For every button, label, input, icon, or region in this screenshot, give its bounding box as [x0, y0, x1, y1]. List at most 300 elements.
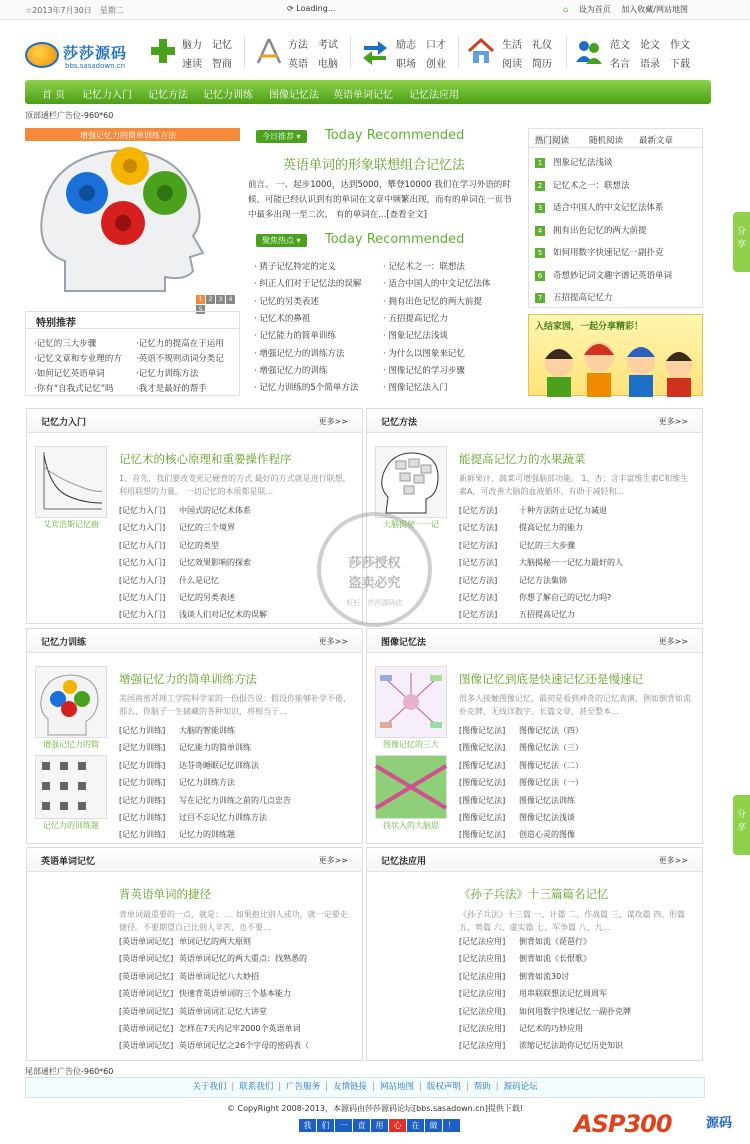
- category-link[interactable]: 礼仪: [532, 40, 552, 51]
- rank-number: 2: [535, 181, 545, 191]
- special-title: 特别推荐: [36, 318, 76, 329]
- home-icon: ⌂: [563, 5, 571, 14]
- category-link[interactable]: 名言: [610, 59, 630, 70]
- slogan-char: 在: [407, 1119, 424, 1132]
- hot-item[interactable]: · 记忆术之一：联想法: [383, 262, 465, 272]
- footer-link[interactable]: 版权声明: [426, 1082, 461, 1092]
- category-link[interactable]: 简历: [532, 59, 552, 70]
- list-item[interactable]: [119, 742, 251, 753]
- article-summary: 《孙子兵法》十三篇 一、计篇 二、作战篇 三、谋攻篇 四、形篇 五、势篇 六、虚实篇 七、军争篇 八、九...: [459, 910, 686, 932]
- rank-item[interactable]: 1 图象记忆法浅谈: [535, 156, 700, 168]
- list-item[interactable]: [119, 1006, 267, 1017]
- category-link[interactable]: 语录: [640, 59, 660, 70]
- article-summary: 很多人接触图像记忆，最初是看到神奇的记忆表演，例如倒背如流扑克牌、无线详数字、长篇文章，甚至整本...: [459, 694, 691, 716]
- item-title: 图像记忆法训练: [519, 795, 575, 805]
- nav-item-home[interactable]: 首 页: [42, 90, 66, 101]
- box-header: [367, 848, 702, 872]
- list-item[interactable]: [119, 1023, 300, 1034]
- rank-item[interactable]: 2 记忆术之一：联想法: [535, 179, 700, 191]
- list-item[interactable]: [459, 505, 607, 516]
- list-item[interactable]: [119, 522, 235, 533]
- box-title: 图像记忆法: [381, 638, 427, 648]
- footer-link[interactable]: 网站地图: [379, 1082, 414, 1092]
- item-title: 英语单词记忆八大妙招: [179, 971, 259, 981]
- read-more-link[interactable]: [查看全文]: [386, 210, 427, 220]
- box-header: [27, 409, 362, 433]
- article-headline[interactable]: 记忆术的核心原理和重要操作程序: [119, 452, 292, 466]
- item-title: 用串联联想法记忆周周军: [519, 989, 607, 999]
- nav-item-memory-method[interactable]: 记忆方法: [148, 90, 188, 101]
- list-item[interactable]: [119, 1040, 309, 1051]
- thumbnail-caption[interactable]: 艾宾浩斯记忆曲: [43, 520, 99, 529]
- item-title: 记忆的三大步骤: [519, 540, 575, 550]
- hot-item[interactable]: · 记忆术的鼻祖: [254, 313, 311, 324]
- item-category-prefix: [记忆力训练]: [119, 726, 166, 735]
- article-thumbnail[interactable]: [375, 755, 447, 819]
- list-item[interactable]: [119, 829, 235, 840]
- item-category-prefix: [记忆力训练]: [119, 830, 166, 840]
- item-category-prefix: [英语单词记忆]: [119, 1024, 174, 1033]
- rank-item[interactable]: 4 拥有出色记忆的两大前提: [535, 224, 700, 236]
- item-category-prefix: [记忆方法]: [459, 575, 498, 585]
- article-headline[interactable]: 背英语单词的捷径: [119, 887, 211, 901]
- item-title: 倒背如流《琵琶行》: [519, 937, 591, 946]
- chevron-down-icon: ▾: [296, 132, 301, 141]
- list-item[interactable]: [459, 592, 611, 603]
- exchange-arrows-icon: [360, 36, 390, 66]
- category-link[interactable]: 考试: [318, 40, 338, 51]
- item-title: 记忆方法集锦: [519, 575, 567, 585]
- hot-item[interactable]: · 记忆的另类表述: [254, 296, 319, 307]
- category-link[interactable]: 阅读: [502, 59, 522, 70]
- footer-link[interactable]: 广告服务: [286, 1082, 321, 1092]
- ruler-compass-icon: [254, 36, 284, 66]
- list-item[interactable]: [119, 936, 251, 947]
- item-category-prefix: [图像记忆法]: [459, 813, 506, 822]
- item-title: 达芬奇睡眠记忆训练法: [179, 760, 259, 770]
- item-title: 图像记忆法（四）: [519, 726, 583, 735]
- item-title: 怎样在7天内记牢2000个英语单词: [179, 1024, 301, 1033]
- category-link[interactable]: 记忆: [212, 40, 232, 51]
- divider: |: [278, 1082, 282, 1092]
- category-box: [26, 847, 363, 1061]
- top-bar: [0, 0, 750, 20]
- item-title: 过目不忘记忆力训练方法: [179, 813, 267, 822]
- article-summary: 1、首先，我们要改变死记硬背的方式 最好的方式就是进行联想，利用联想的力量。 一切记忆的本质都是联...: [119, 474, 351, 496]
- list-item[interactable]: [459, 1006, 631, 1017]
- box-header: [367, 409, 702, 433]
- item-category-prefix: [记忆法应用]: [459, 971, 506, 981]
- footer-link[interactable]: 友情链接: [333, 1082, 368, 1092]
- category-link[interactable]: 智商: [212, 59, 232, 70]
- category-link[interactable]: 速读: [182, 59, 202, 70]
- tab-latest-articles[interactable]: 最新文章: [639, 136, 674, 146]
- list-item[interactable]: [459, 777, 583, 788]
- tab-hot-reading[interactable]: 热门阅读: [535, 136, 570, 146]
- list-item[interactable]: ·英语不规则动词分类记: [136, 354, 224, 364]
- item-category-prefix: [英语单词记忆]: [119, 1041, 174, 1051]
- category-link[interactable]: 创业: [426, 59, 446, 70]
- rank-item[interactable]: 6 奇想妙记词文趣字谱记英语单词: [535, 269, 700, 281]
- list-item[interactable]: ·你有“自我式记忆”吗: [34, 384, 114, 394]
- site-logo[interactable]: [25, 36, 135, 76]
- hot-item[interactable]: · 增强记忆力的训练方法: [254, 348, 345, 359]
- list-item[interactable]: [119, 953, 307, 964]
- slider-dot[interactable]: 4: [226, 295, 235, 304]
- article-headline[interactable]: 增强记忆力的简单训练方法: [119, 672, 257, 686]
- article-thumbnail[interactable]: [35, 446, 107, 518]
- list-item[interactable]: [119, 971, 259, 982]
- hot-item[interactable]: · 适合中国人的中文记忆法体: [383, 279, 491, 290]
- hot-item[interactable]: · 记忆力训练的5个简单方法: [254, 383, 359, 394]
- list-item[interactable]: [459, 575, 567, 586]
- item-category-prefix: [记忆方法]: [459, 523, 498, 533]
- footer-slogan-buttons: [299, 1119, 461, 1132]
- item-title: 记忆能力的简单训练: [179, 743, 251, 753]
- house-icon: [466, 36, 496, 66]
- item-title: 什么是记忆: [179, 575, 219, 585]
- item-category-prefix: [记忆力训练]: [119, 743, 166, 753]
- date-text: ☆2013年7月30日 星期二: [25, 6, 124, 15]
- nav-item-memory-application[interactable]: 记忆法应用: [409, 90, 459, 101]
- slogan-char: 我: [299, 1119, 316, 1132]
- nav-item-english-words[interactable]: 英语单词记忆: [333, 90, 393, 101]
- item-category-prefix: [记忆力入门]: [119, 523, 166, 533]
- article-summary: 新鲜果汁、蔬菜可增强脑部功能。 1、杏：含丰富维生素C和维生素A，可改善大脑的血液循环，有助于减轻和...: [459, 474, 689, 496]
- nav-item-memory-training[interactable]: 记忆力训练: [203, 90, 253, 101]
- item-title: 记忆力训练方法: [179, 778, 235, 788]
- item-category-prefix: [英语单词记忆]: [119, 1006, 174, 1016]
- article-summary: 背单词最重要的一点，就是： ... 如果抱比别人成功，就一定要走捷径。不要期望自己比别人辛苦，也不要...: [119, 910, 348, 932]
- category-link[interactable]: 论文: [640, 40, 660, 51]
- more-link[interactable]: 更多>>: [318, 856, 348, 865]
- rank-item[interactable]: 5 如何用数字快速记忆一副扑克: [535, 246, 700, 258]
- box-header: [27, 848, 362, 872]
- list-item[interactable]: [119, 592, 235, 603]
- box-header: [367, 629, 702, 653]
- thumbnail-caption[interactable]: 找状入的大脑思: [383, 821, 439, 830]
- users-icon: [574, 36, 604, 66]
- divider: |: [325, 1082, 329, 1092]
- box-title: 记忆力入门: [41, 418, 87, 428]
- item-category-prefix: [图像记忆法]: [459, 778, 506, 788]
- category-link[interactable]: 下载: [670, 59, 690, 70]
- rank-number: 4: [535, 226, 545, 236]
- item-title: 创造心灵的图像: [519, 830, 575, 840]
- item-category-prefix: [记忆方法]: [459, 506, 498, 515]
- watermark-suffix: 源码: [706, 1116, 733, 1131]
- thumbnail-caption[interactable]: 记忆力的训练题: [43, 821, 99, 830]
- category-link[interactable]: 脑力: [182, 40, 202, 51]
- hot-item[interactable]: · 五招提高记忆力: [383, 313, 448, 324]
- category-link[interactable]: 作文: [670, 40, 690, 51]
- today-label: Today Recommended: [325, 128, 465, 143]
- item-title: 英语单词记忆的两大重点：找熟悉的: [179, 954, 307, 964]
- article-headline[interactable]: 《孙子兵法》十三篇篇名记忆: [459, 887, 609, 901]
- item-category-prefix: [记忆方法]: [459, 540, 498, 550]
- item-category-prefix: [记忆法应用]: [459, 1024, 506, 1033]
- item-title: 英语单词记忆之26个字母的密码表（: [179, 1041, 310, 1051]
- item-title: 记忆效果影响的探索: [179, 558, 251, 568]
- hot-tag: 聚焦热点 ▾: [256, 234, 307, 247]
- top-ad-placeholder: 顶部通栏广告位-960*60: [25, 111, 114, 120]
- item-category-prefix: [图像记忆法]: [459, 795, 506, 805]
- slogan-char: 直: [353, 1119, 370, 1132]
- list-item[interactable]: [459, 812, 575, 823]
- item-category-prefix: [图像记忆法]: [459, 760, 506, 770]
- item-title: 中国式的记忆术体系: [179, 506, 251, 515]
- category-link[interactable]: 职场: [396, 59, 416, 70]
- hot-item[interactable]: · 纠正人们对于记忆法的误解: [254, 279, 362, 290]
- slider-dot[interactable]: 1: [196, 295, 205, 304]
- list-item[interactable]: [459, 988, 607, 999]
- list-item[interactable]: [119, 609, 267, 620]
- list-item[interactable]: ·记忆的三大步骤: [34, 339, 97, 349]
- rank-number: 1: [535, 158, 545, 168]
- article-thumbnail[interactable]: [35, 755, 107, 819]
- list-item[interactable]: [459, 609, 575, 620]
- item-title: 浓缩记忆法助你记忆历史知识: [519, 1041, 623, 1051]
- divider: |: [495, 1082, 499, 1092]
- item-category-prefix: [英语单词记忆]: [119, 954, 174, 964]
- today-summary: 前言。 一、起步1000，达到5000，攀登10000 我们在学习外语的时候，可能已经认识到有的单词在文章中频繁出现，而有的单词在一页书中最多出现一至二次， 有的单词在...[查看全文]: [248, 180, 512, 220]
- item-category-prefix: [记忆力训练]: [119, 760, 166, 770]
- loading-indicator: ⟳ Loading...: [287, 4, 336, 13]
- hot-item[interactable]: · 图像记忆法入门: [383, 383, 448, 394]
- item-category-prefix: [记忆法应用]: [459, 954, 506, 964]
- reading-tabs: [528, 128, 703, 308]
- list-item[interactable]: [119, 812, 267, 823]
- item-category-prefix: [记忆法应用]: [459, 1006, 506, 1016]
- list-item[interactable]: [459, 725, 583, 736]
- category-link[interactable]: 生活: [502, 40, 522, 51]
- today-tag: 今日推荐 ▾: [256, 130, 307, 143]
- divider: [244, 36, 245, 68]
- footer-link[interactable]: 关于我们: [192, 1082, 227, 1092]
- list-item[interactable]: ·记忆文章和专业理的方: [34, 354, 122, 364]
- item-title: 大脑揭秘一一记忆力最好的人: [519, 558, 623, 568]
- rank-number: 6: [535, 271, 545, 281]
- list-item[interactable]: [459, 1023, 583, 1034]
- loading-icon: ⟳: [287, 4, 297, 13]
- slider-caption[interactable]: 增强记忆力的简单训练方法: [25, 128, 240, 141]
- list-item[interactable]: [459, 742, 583, 753]
- divider: [566, 36, 567, 68]
- chevron-down-icon: ▾: [296, 236, 301, 245]
- item-category-prefix: [记忆力入门]: [119, 610, 166, 620]
- slider-dot[interactable]: 5: [196, 305, 205, 314]
- hot-item[interactable]: · 图象记忆法浅谈: [383, 331, 448, 342]
- hot-item[interactable]: · 记忆能力的简单训练: [254, 331, 336, 342]
- item-title: 图像记忆法浅谈: [519, 813, 575, 822]
- item-category-prefix: [记忆力训练]: [119, 778, 166, 788]
- item-title: 快速背英语单词的三个基本能力: [179, 989, 291, 999]
- nav-item-image-memory[interactable]: 图像记忆法: [269, 90, 319, 101]
- slider-dot[interactable]: 3: [216, 295, 225, 304]
- item-title: 十种方法防止记忆力减退: [519, 506, 607, 515]
- item-category-prefix: [记忆力训练]: [119, 795, 166, 805]
- item-title: 如何用数字快速记忆一副扑克牌: [519, 1006, 631, 1016]
- head-gears-image: [25, 141, 240, 294]
- list-item[interactable]: [459, 936, 591, 947]
- thumbnail-caption[interactable]: 图像记忆的三大: [383, 740, 439, 749]
- category-link[interactable]: 范文: [610, 40, 630, 51]
- item-category-prefix: [记忆力入门]: [119, 575, 166, 585]
- slogan-char: 用: [371, 1119, 388, 1132]
- box-title: 记忆方法: [381, 418, 418, 428]
- thumbnail-caption[interactable]: 大脑揭秘一一记: [383, 520, 439, 529]
- footer-link[interactable]: 联系我们: [239, 1082, 274, 1092]
- list-item[interactable]: [459, 795, 575, 806]
- list-item[interactable]: [459, 540, 575, 551]
- category-link[interactable]: 英语: [288, 59, 308, 70]
- hot-item[interactable]: · 为什么以图象来记忆: [383, 348, 465, 359]
- more-link[interactable]: 更多>>: [658, 856, 688, 865]
- item-category-prefix: [记忆方法]: [459, 610, 498, 620]
- category-box: [26, 628, 363, 844]
- footer-links: [25, 1077, 705, 1098]
- divider: |: [231, 1082, 235, 1092]
- item-category-prefix: [图像记忆法]: [459, 726, 506, 735]
- item-title: 提高记忆力的能力: [519, 523, 583, 533]
- today-headline[interactable]: 英语单词的形象联想组合记忆法: [283, 158, 466, 173]
- list-item[interactable]: [459, 829, 575, 840]
- article-thumbnail[interactable]: [375, 666, 447, 738]
- list-item[interactable]: ·记忆力训练方法: [136, 369, 199, 379]
- list-item[interactable]: ·我才是最好的帮手: [136, 384, 207, 394]
- cartoon-kids-image: [529, 333, 704, 397]
- category-link[interactable]: 口才: [426, 40, 446, 51]
- list-item[interactable]: [119, 505, 251, 516]
- item-category-prefix: [英语单词记忆]: [119, 971, 174, 981]
- item-title: 大脑的智能训练: [179, 726, 235, 735]
- item-category-prefix: [英语单词记忆]: [119, 937, 174, 946]
- promo-banner[interactable]: [528, 314, 703, 396]
- item-category-prefix: [记忆力训练]: [119, 813, 166, 822]
- rank-item[interactable]: 7 五招提高记忆力: [535, 291, 700, 303]
- hot-item[interactable]: · 增强记忆力的训练: [254, 365, 328, 376]
- list-item[interactable]: [119, 795, 291, 806]
- item-category-prefix: [记忆方法]: [459, 558, 498, 568]
- hot-item[interactable]: · 猜子记忆特定的定义: [254, 262, 336, 272]
- item-category-prefix: [英语单词记忆]: [119, 989, 174, 999]
- slider-dot[interactable]: 2: [206, 295, 215, 304]
- nav-item-memory-intro[interactable]: 记忆力入门: [82, 90, 132, 101]
- set-homepage-link[interactable]: ⌂ 设为首页: [563, 5, 611, 14]
- category-link[interactable]: 方法: [288, 40, 308, 51]
- share-button[interactable]: 分享: [733, 212, 750, 272]
- more-link[interactable]: 更多>>: [658, 637, 688, 646]
- list-item[interactable]: [459, 1040, 623, 1051]
- article-headline[interactable]: 能提高记忆力的水果蔬菜: [459, 452, 586, 466]
- rank-number: 3: [535, 203, 545, 213]
- article-thumbnail[interactable]: [35, 666, 107, 738]
- item-title: 记忆力的训练题: [179, 830, 235, 840]
- copyright-stamp: [317, 512, 432, 627]
- category-box: [26, 408, 363, 624]
- divider: |: [465, 1082, 469, 1092]
- footer-link[interactable]: 帮助: [473, 1082, 491, 1092]
- list-item[interactable]: [459, 760, 583, 771]
- divider: [350, 36, 351, 68]
- list-item[interactable]: ·记忆力的提高在于运用: [136, 339, 224, 349]
- add-favorite-link[interactable]: 加入收藏/网站地图: [621, 5, 688, 14]
- category-link[interactable]: 励志: [396, 40, 416, 51]
- item-category-prefix: [记忆法应用]: [459, 937, 506, 946]
- article-thumbnail[interactable]: [375, 446, 447, 518]
- item-category-prefix: [记忆法应用]: [459, 989, 506, 999]
- category-box: [366, 628, 703, 844]
- list-item[interactable]: [119, 540, 219, 551]
- item-category-prefix: [记忆力入门]: [119, 593, 166, 602]
- item-title: 浅谈人们对记忆术的误解: [179, 610, 267, 620]
- rank-number: 5: [535, 248, 545, 258]
- box-title: 英语单词记忆: [41, 857, 96, 867]
- item-category-prefix: [图像记忆法]: [459, 830, 506, 840]
- banner-text: 入结家园，一起分享精彩！: [535, 322, 644, 332]
- rank-item[interactable]: 3 适合中国人的中文记忆法体系: [535, 201, 700, 213]
- item-title: 五招提高记忆力: [519, 610, 575, 620]
- logo-name: 莎莎源码: [63, 44, 128, 62]
- slogan-char: 心: [389, 1119, 406, 1132]
- list-item[interactable]: [119, 557, 251, 568]
- article-headline[interactable]: 图像记忆到底是快速记忆还是慢速记: [459, 672, 643, 686]
- footer-link[interactable]: 源码论坛: [503, 1082, 538, 1092]
- thumbnail-caption[interactable]: 增强记忆力的简: [43, 740, 99, 749]
- more-link[interactable]: 更多>>: [318, 637, 348, 646]
- slogan-char: ！: [443, 1119, 460, 1132]
- list-item[interactable]: [459, 557, 623, 568]
- slogan-char: 一: [335, 1119, 352, 1132]
- list-item[interactable]: [119, 760, 259, 771]
- item-title: 图像记忆法（二）: [519, 760, 583, 770]
- item-title: 英语单词词汇记忆大讲堂: [179, 1006, 267, 1016]
- item-title: 记忆的另类表述: [179, 593, 235, 602]
- rank-number: 7: [535, 293, 545, 303]
- item-category-prefix: [记忆力入门]: [119, 540, 166, 550]
- stamp-line-2: 盗卖必究: [348, 576, 401, 591]
- box-header: [27, 629, 362, 653]
- list-item[interactable]: [119, 725, 235, 736]
- list-item[interactable]: [119, 988, 291, 999]
- item-title: 记忆的类型: [179, 540, 219, 550]
- hot-item[interactable]: · 图像记忆的学习步骤: [383, 365, 465, 376]
- list-item[interactable]: [119, 777, 235, 788]
- logo-globe-icon: [25, 42, 59, 68]
- watermark-brand: ASP300: [574, 1110, 672, 1138]
- list-item[interactable]: [119, 575, 219, 586]
- list-item[interactable]: ·如何记忆英语单词: [34, 369, 105, 379]
- list-item[interactable]: [459, 522, 583, 533]
- item-title: 你想了解自己的记忆力吗?: [519, 593, 612, 602]
- more-link[interactable]: 更多>>: [658, 417, 688, 426]
- list-item[interactable]: [459, 953, 591, 964]
- category-link[interactable]: 电脑: [318, 59, 338, 70]
- box-title: 记忆力训练: [41, 638, 87, 648]
- tab-random-reading[interactable]: 随机阅读: [589, 136, 624, 146]
- box-title: 记忆法应用: [381, 857, 427, 867]
- share-button[interactable]: 分享: [733, 795, 750, 855]
- hot-item[interactable]: · 拥有出色记忆的两大前提: [383, 296, 482, 307]
- logo-url: bbs.sasadown.cn: [65, 62, 126, 70]
- special-recommend-box: [25, 311, 240, 396]
- list-item[interactable]: [459, 971, 569, 982]
- more-link[interactable]: 更多>>: [318, 417, 348, 426]
- featured-slider[interactable]: [25, 128, 240, 313]
- divider: |: [372, 1082, 375, 1092]
- stamp-ring-text: 旺旺：莎莎源码店: [346, 599, 403, 607]
- article-summary: 美国南密苏理工学院科学家的一份报告说：假设你能够补学不倦，那么，你脑子一生储藏的各种知识，将相当于...: [119, 694, 351, 716]
